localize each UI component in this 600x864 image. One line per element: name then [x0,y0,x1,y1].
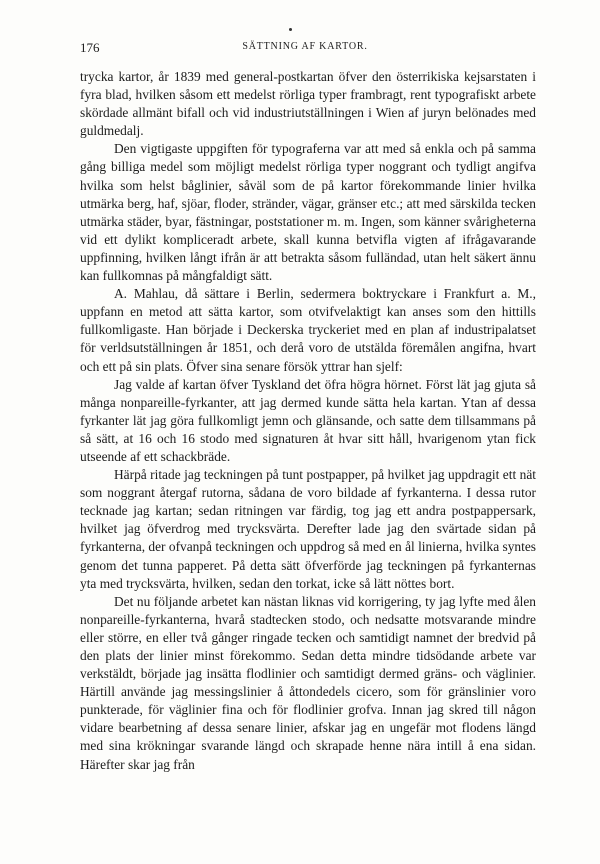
paragraph-jag-valde: Jag valde af kartan öfver Tyskland det öfra högra hörnet. Först lät jag gjuta så många nonpareille-fyrkanter, att jag dermed kunde sätta hela kartan. Ytan af dessa fyrkanter lät jag göra fullkomligt jemn och glänsande, och satte dem tillsammans på så sätt, at 16 och 16 stodo med signaturen åt hvar sitt håll, hvarigenom ytan fick utseende af ett schackbräde. [80,376,536,464]
page-header [80,40,530,60]
print-speck [289,28,292,31]
paragraph-vigtigaste-uppgiften: Den vigtigaste uppgiften för typograferna var att med så enkla och på samma gång billiga medel som möjligt medelst rörliga typer noggrant och tydligt angifva hvilka som helst båglinier, såväl som de på kartor förekommande linier hvilka utmärka berg, haf, sjöar, floder, stränder, vägar, gränser etc.; att med särskilda tecken utmärka städer, byar, fästningar, poststationer m. m. Ingen, som känner svårigheterna vid ett dylikt kompliceradt arbete, skall kunna betvifla vigten af ifrågavarande uppfinning, hvilken långt ifrån är att betrakta såsom fulländad, utan helt säkert ännu kan fullkomnas på mångfaldigt sätt. [80,141,536,284]
running-title: SÄTTNING AF KARTOR. [242,41,368,52]
paragraph-continuation: trycka kartor, år 1839 med general-postkartan öfver den österrikiska kejsarstaten i fyra blad, hvilken såsom ett medelst rörliga typer frambragt, rent typografiskt arbete skördade allmänt bifall och vid industriutställningen i Wien af juryn belönades med guldmedalj. [80,69,536,139]
body-text [80,68,536,774]
page-number: 176 [80,40,100,55]
paragraph-det-nu-foljande: Det nu följande arbetet kan nästan liknas vid korrigering, ty jag lyfte med ålen nonpareille-fyrkanterna, hvarå stadtecken stodo, och nedsatte motsvarande mindre eller större, en eller två gånger ringade tecken och samtidigt namnet der bredvid på den plats der linier minst förekommo. Sedan detta mindre tidsödande arbete var verkstäldt, började jag insätta flodlinier och samtidigt dermed gräns- och väglinier. Härtill använde jag messingslinier å åttondedels cicero, som för gränslinier voro punkterade, för väglinier fina och för flodlinier grofva. Innan jag skred till någon vidare bearbetning af dessa senare linier, afskar jag en ungefär mot flodens längd med sina krökningar svarande längd och skrapade henne nära intill å ena sidan. Härefter skar jag från [80,593,536,772]
paragraph-mahlau: A. Mahlau, då sättare i Berlin, sedermera boktryckare i Frankfurt a. M., uppfann en metod att sätta kartor, som otvifvelaktigt kan anses som den hittills fullkomligaste. Han började i Deckerska tryckeriet med en plan af industripalatset för verldsutställningen år 1851, och derå voro de utstälda föremålen angifna, hvart och ett på sin plats. Öfver sina senare försök yttrar han sjelf: [80,286,536,374]
paragraph-harpa-ritade: Härpå ritade jag teckningen på tunt postpapper, på hvilket jag uppdragit ett nät som noggrant återgaf rutorna, sådana de voro bildade af fyrkanterna. I dessa rutor tecknade jag kartan; sedan ritningen var färdig, tog jag ett andra postpappersark, hvilket jag öfverdrog med trycksvärta. Derefter lade jag den svärtade sidan på fyrkanterna, der ofvanpå teckningen och uppdrog så med en ål linierna, hvilka syntes genom det tunna papperet. På detta sätt öfverförde jag teckningen på fyrkanternas yta med trycksvärta, hvilken, sedan den torkat, icke så lätt nöttes bort. [80,467,536,591]
